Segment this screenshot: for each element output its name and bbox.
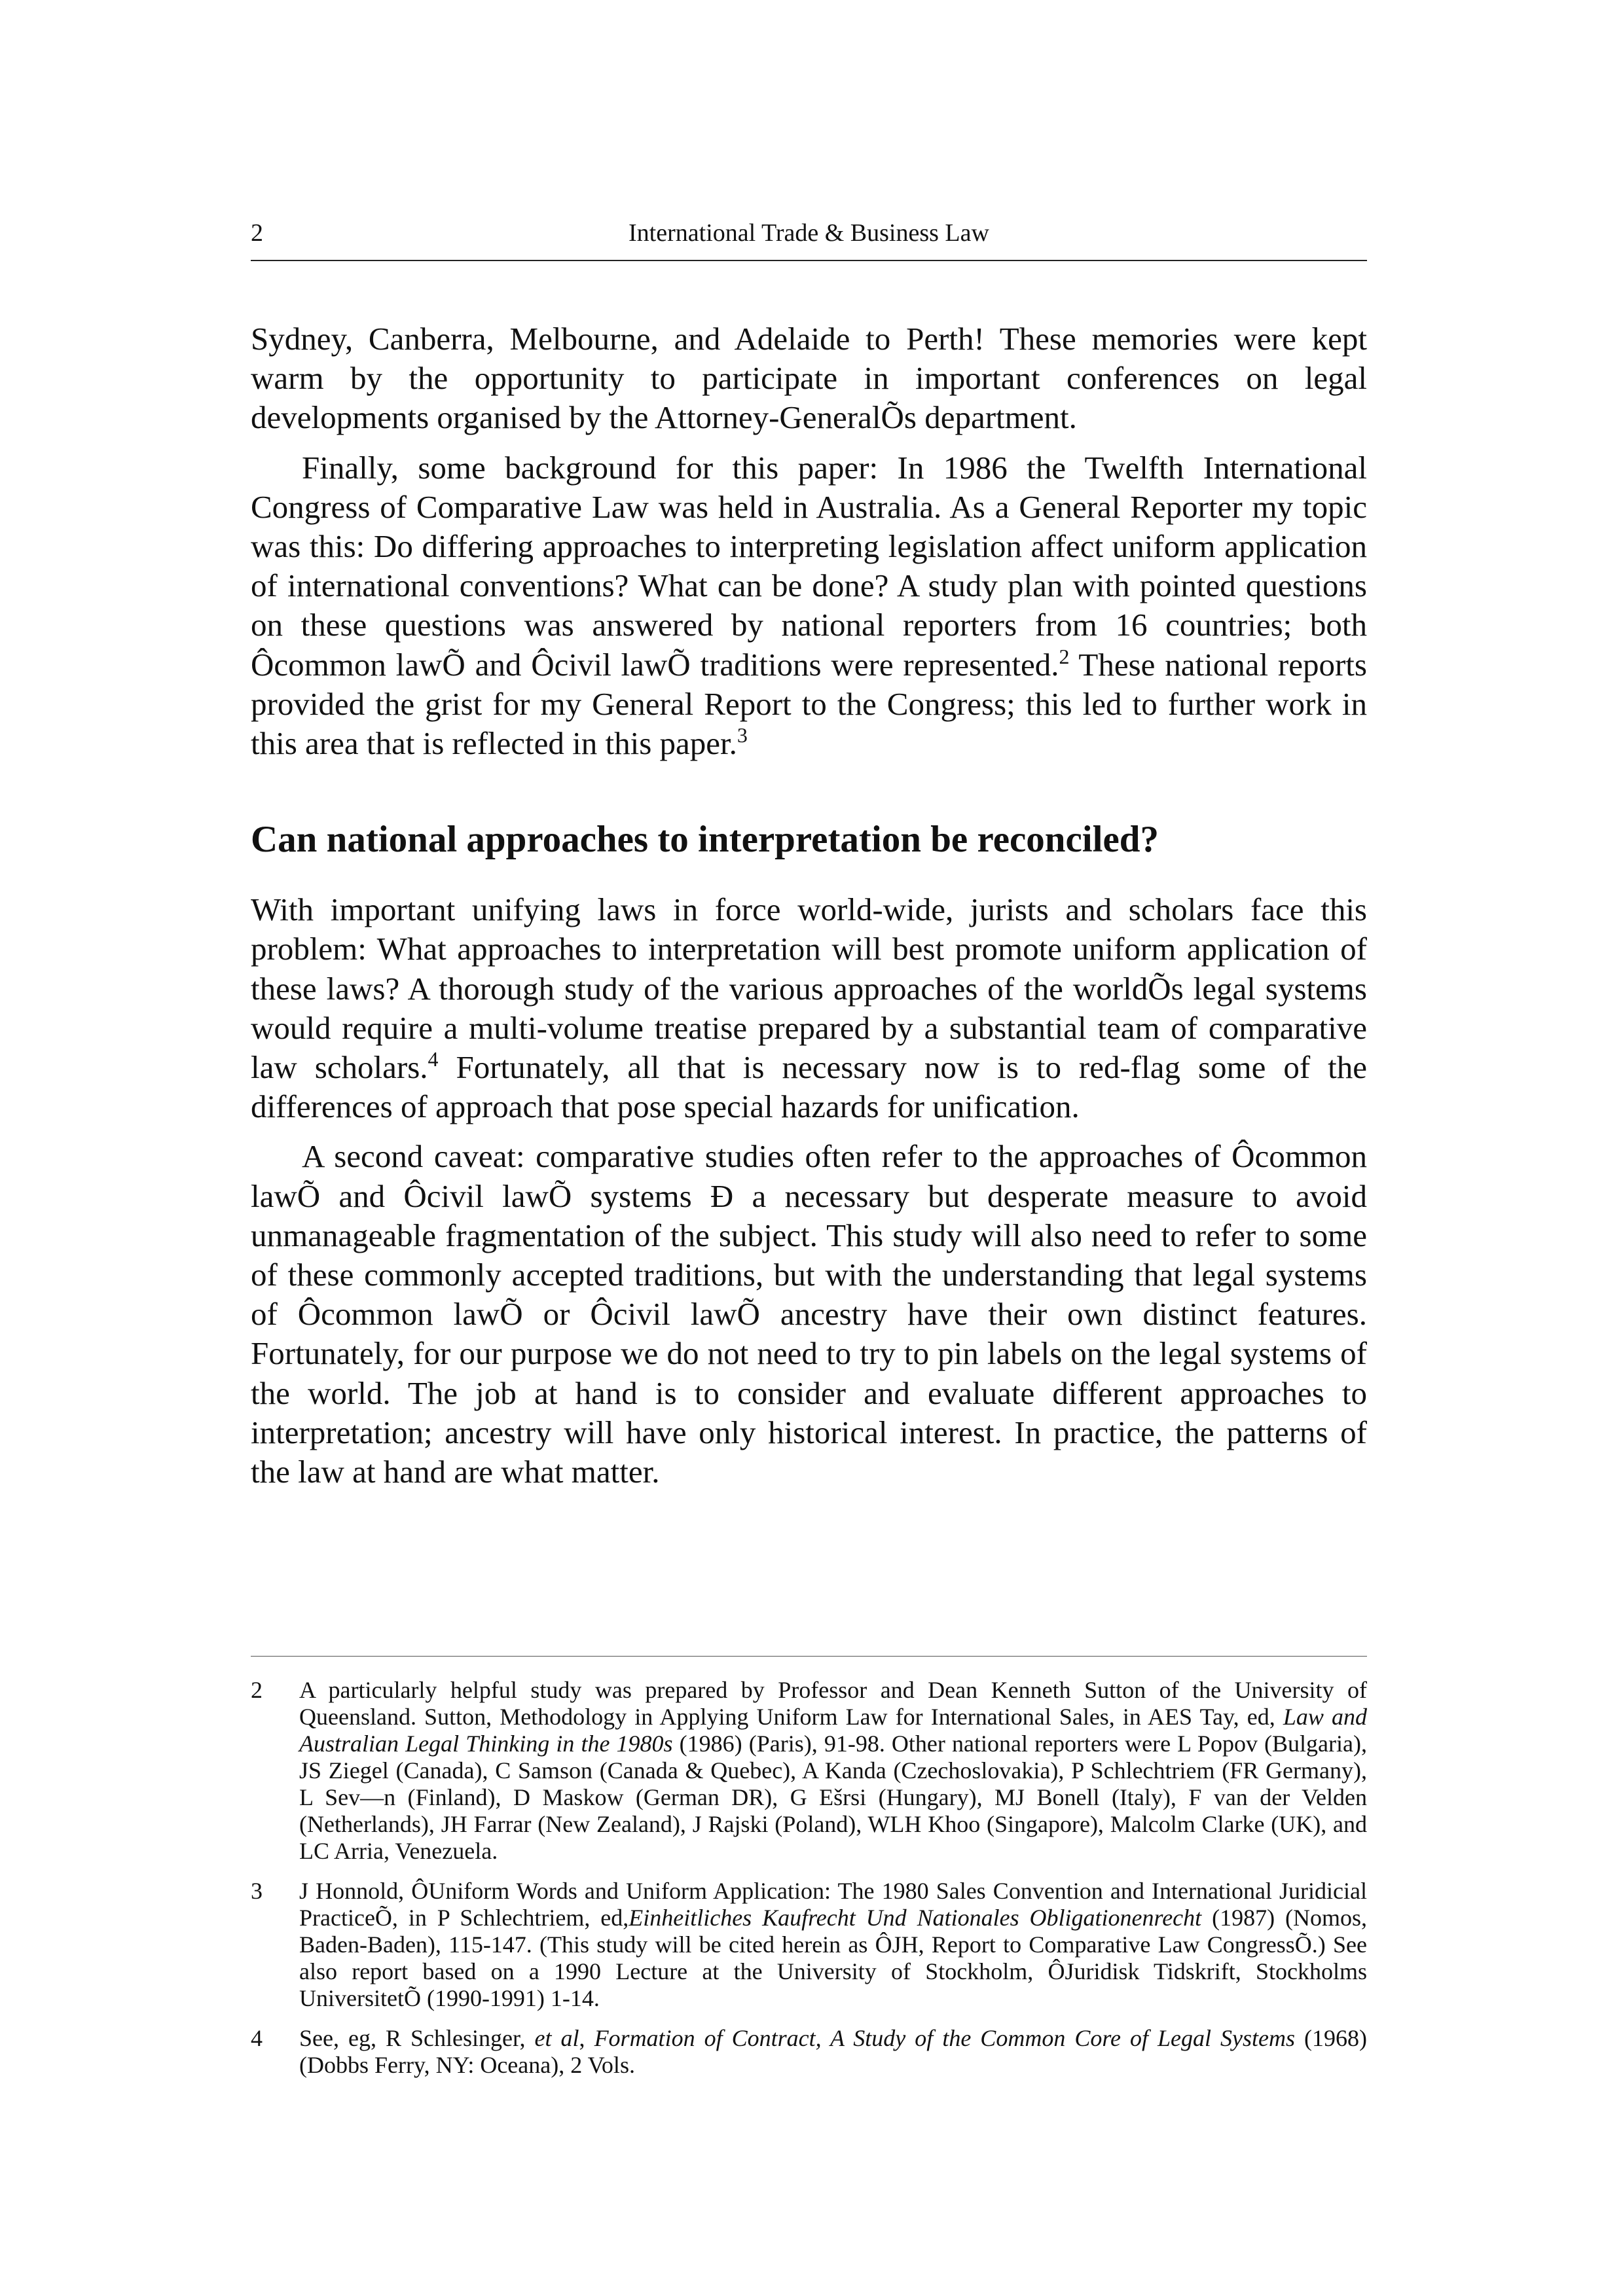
footnote-italic-title: Formation of Contract, A Study of the Common Core of Legal Systems (594, 2025, 1296, 2051)
footnote-text (299, 1677, 1367, 1864)
paragraph-2-part-b: These national reports provided the grist for my General Report to the Congress; this led to further work in this area that is reflected in this paper. (251, 646, 1367, 762)
footnote-ref-2[interactable]: 2 (1059, 644, 1070, 668)
footnote-number: 4 (251, 2025, 263, 2051)
paragraph-3-part-a: With important unifying laws in force world-wide, jurists and scholars face this problem: What approaches to interpretation will best promote uniform application of these laws? A thorough study of the various approaches of the worldÕs legal systems would require a multi-volume treatise prepared by a substantial team of comparative law scholars. (251, 891, 1367, 1086)
footnote-number: 2 (251, 1677, 263, 1703)
header-rule (251, 260, 1367, 261)
paragraph-1: Sydney, Canberra, Melbourne, and Adelaide to Perth! These memories were kept warm by the opportunity to participate in important conferences on legal developments organised by the Attorney-GeneralÕs department. (251, 321, 1367, 436)
footnote-text (299, 1878, 1367, 2011)
footnote-number: 3 (251, 1878, 263, 1904)
footnote-text-part: (1968) (Dobbs Ferry, NY: Oceana), 2 Vols. (299, 2025, 1368, 2078)
body-text (251, 319, 1367, 1492)
footnote-text-part: A particularly helpful study was prepared by Professor and Dean Kenneth Sutton of the University of Queensland. Sutton, Methodology in Applying Uniform Law for International Sales, in AES Tay, ed, (299, 1677, 1367, 1730)
paragraph-2-part-a: Finally, some background for this paper: In 1986 the Twelfth International Congress of Comparative Law was held in Australia. As a General Reporter my topic was this: Do differing approaches to interpreting legislation affect uniform application of international conventions? What can be done? A study plan with pointed questions on these questions was answered by national reporters from 16 countries; both Ôcommon lawÕ and Ôcivil lawÕ traditions were represented. (251, 449, 1367, 683)
footnote-italic-author: et al (534, 2025, 579, 2051)
footnote-ref-3[interactable]: 3 (737, 723, 748, 747)
footnote-italic-title: Law and Australian Legal Thinking in the 1980s (299, 1704, 1367, 1757)
footnote-text-part: See, eg, R Schlesinger, (299, 2025, 535, 2051)
page-number: 2 (251, 219, 263, 247)
paragraph-4: A second caveat: comparative studies often refer to the approaches of Ôcommon lawÕ and Ôcivil lawÕ systems Ð a necessary but desperate measure to avoid unmanageable fragmentation of the subject. This study will also need to refer to some of these commonly accepted traditions, but with the understanding that legal systems of Ôcommon lawÕ or Ôcivil lawÕ ancestry have their own distinct features. Fortunately, for our purpose we do not need to try to pin labels on the legal systems of the world. The job at hand is to consider and evaluate different approaches to interpretation; ancestry will have only historical interest. In practice, the patterns of the law at hand are what matter. (251, 1138, 1367, 1490)
section-heading: Can national approaches to interpretation be reconciled? (251, 819, 1159, 861)
footnote-text-part: (1987) (Nomos, Baden-Baden), 115-147. (This study will be cited herein as ÔJH, Report to Comparative Law CongressÕ.) See also report based on a 1990 Lecture at the University of Stockholm, ÔJuridisk Tidskrift, Stockholms UniversitetÕ (1990-1991) 1-14. (299, 1905, 1367, 2011)
footnote-ref-4[interactable]: 4 (428, 1047, 439, 1071)
footnote-3 (251, 1878, 1367, 2012)
footnote-text-part: (1986) (Paris), 91-98. Other national reporters were L Popov (Bulgaria), JS Ziegel (Canada), C Samson (Canada & Quebec), A Kanda (Czechoslovakia), P Schlechtriem (FR Germany), L Sev—n (Finland), D Maskow (German DR), G Ešrsi (Hungary), MJ Bonell (Italy), F van der Velden (Netherlands), JH Farrar (New Zealand), J Rajski (Poland), WLH Khoo (Singapore), Malcolm Clarke (UK), and LC Arria, Venezuela. (299, 1731, 1367, 1864)
footnote-text (299, 2025, 1367, 2078)
running-header (251, 213, 1367, 253)
footnote-text-part: J Honnold, ÔUniform Words and Uniform Application: The 1980 Sales Convention and International Juridicial PracticeÕ, in P Schlechtriem, ed, (299, 1878, 1367, 1931)
footnote-italic-title: Einheitliches Kaufrecht Und Nationales Obligationenrecht (629, 1905, 1202, 1931)
running-title: International Trade & Business Law (629, 219, 989, 247)
footnote-4 (251, 2025, 1367, 2079)
paragraph-2 (251, 448, 1367, 764)
footnotes (251, 1677, 1367, 2092)
footnote-rule (251, 1656, 1367, 1657)
footnote-text-part: , (579, 2025, 594, 2051)
paragraph-3-part-b: Fortunately, all that is necessary now is to red-flag some of the differences of approach that pose special hazards for unification. (251, 1049, 1367, 1125)
paragraph-3 (251, 890, 1367, 1126)
footnote-2 (251, 1677, 1367, 1865)
